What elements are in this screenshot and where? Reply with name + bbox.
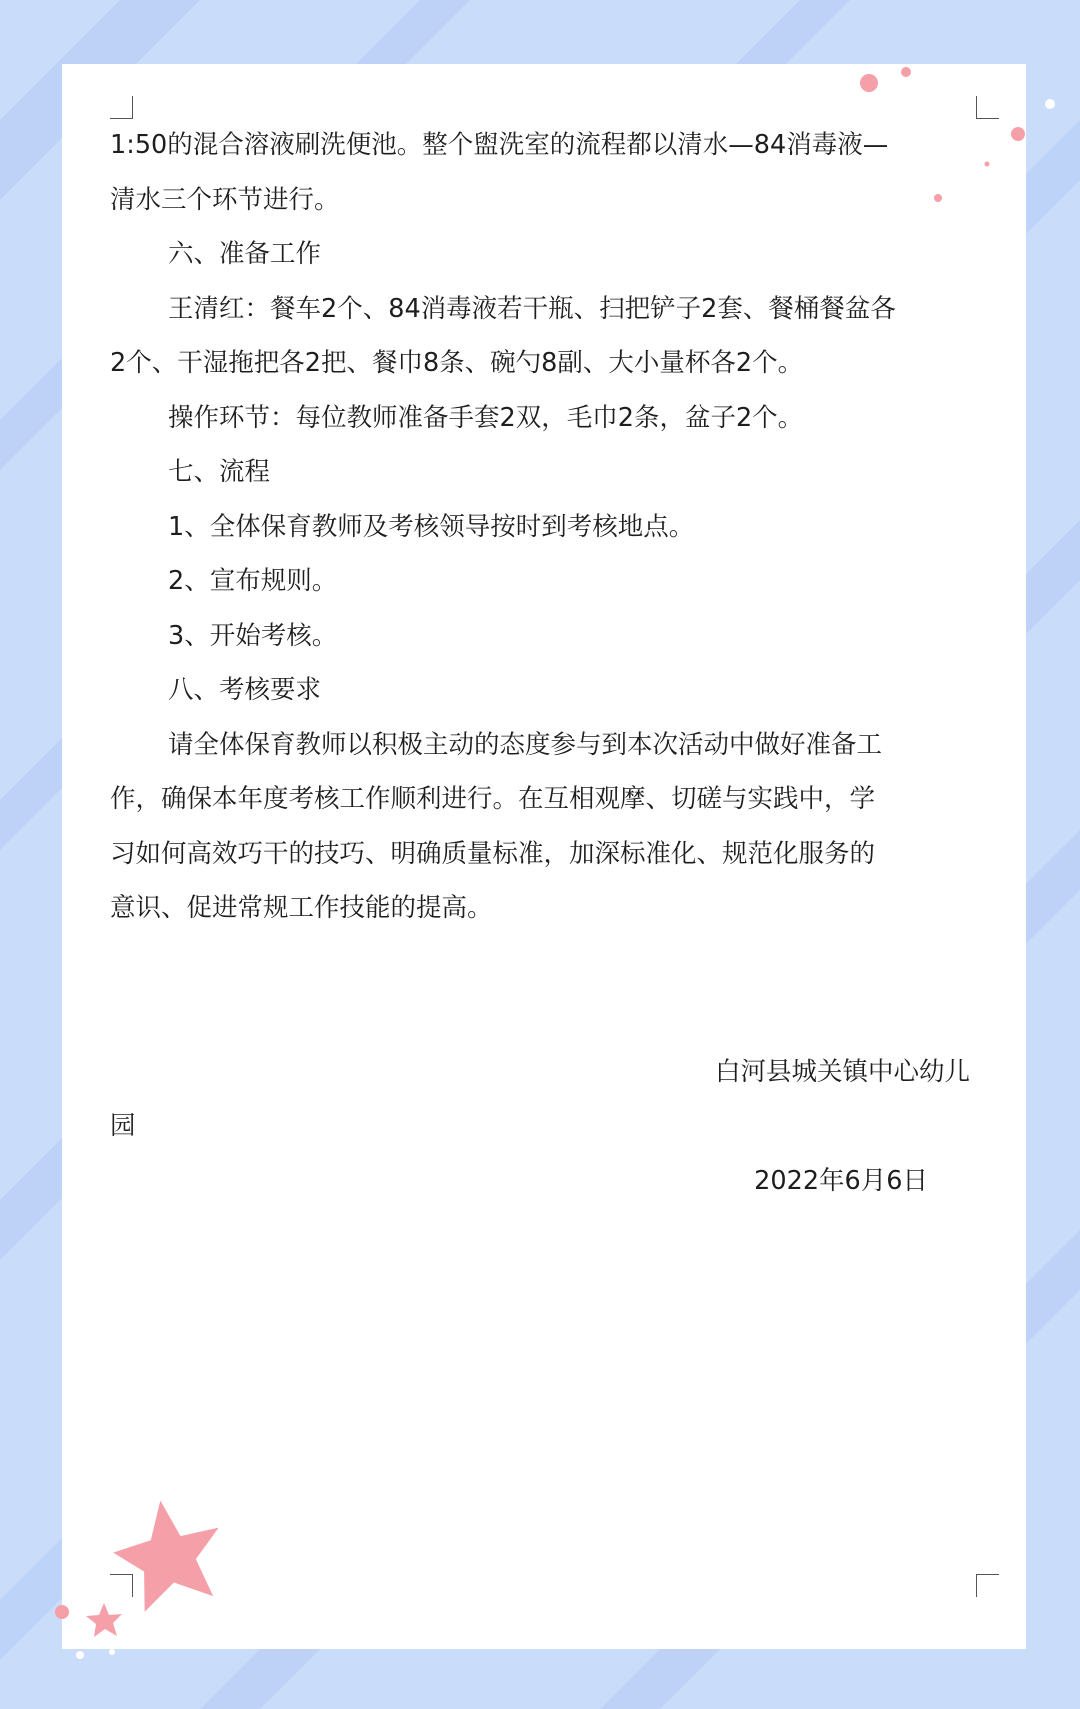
signature-organization-wrap: 园 — [110, 1111, 136, 1141]
section-heading: 八、考核要求 — [168, 675, 322, 705]
text-line: 清水三个环节进行。 — [110, 184, 340, 215]
signature-date: 2022年6月6日 — [754, 1165, 928, 1196]
section-heading: 七、流程 — [168, 457, 271, 487]
crop-mark-top-right — [976, 96, 999, 119]
document-body — [110, 118, 970, 1208]
list-item: 3、开始考核。 — [168, 620, 338, 651]
list-item: 2、宣布规则。 — [168, 566, 338, 596]
text-line: 1:50的混合溶液刷洗便池。整个盥洗室的流程都以清水—84消毒液— — [110, 130, 889, 160]
section-heading: 六、准备工作 — [168, 239, 322, 269]
text-line: 意识、促进常规工作技能的提高。 — [110, 893, 493, 923]
text-line: 王清红：餐车2个、84消毒液若干瓶、扫把铲子2套、餐桶餐盆各 — [168, 293, 896, 324]
text-line: 2个、干湿拖把各2把、餐巾8条、碗勺8副、大小量杯各2个。 — [110, 348, 804, 378]
signature-organization: 白河县城关镇中心幼儿 — [714, 1056, 970, 1087]
text-line: 请全体保育教师以积极主动的态度参与到本次活动中做好准备工 — [168, 729, 883, 760]
text-line: 操作环节：每位教师准备手套2双，毛巾2条，盆子2个。 — [168, 402, 804, 433]
crop-mark-top-left — [110, 96, 133, 119]
list-item: 1、全体保育教师及考核领导按时到考核地点。 — [168, 511, 695, 542]
crop-mark-bottom-left — [110, 1574, 133, 1597]
text-line: 习如何高效巧干的技巧、明确质量标准，加深标准化、规范化服务的 — [110, 838, 876, 869]
text-line: 作，确保本年度考核工作顺利进行。在互相观摩、切磋与实践中，学 — [110, 784, 876, 814]
crop-mark-bottom-right — [976, 1574, 999, 1597]
